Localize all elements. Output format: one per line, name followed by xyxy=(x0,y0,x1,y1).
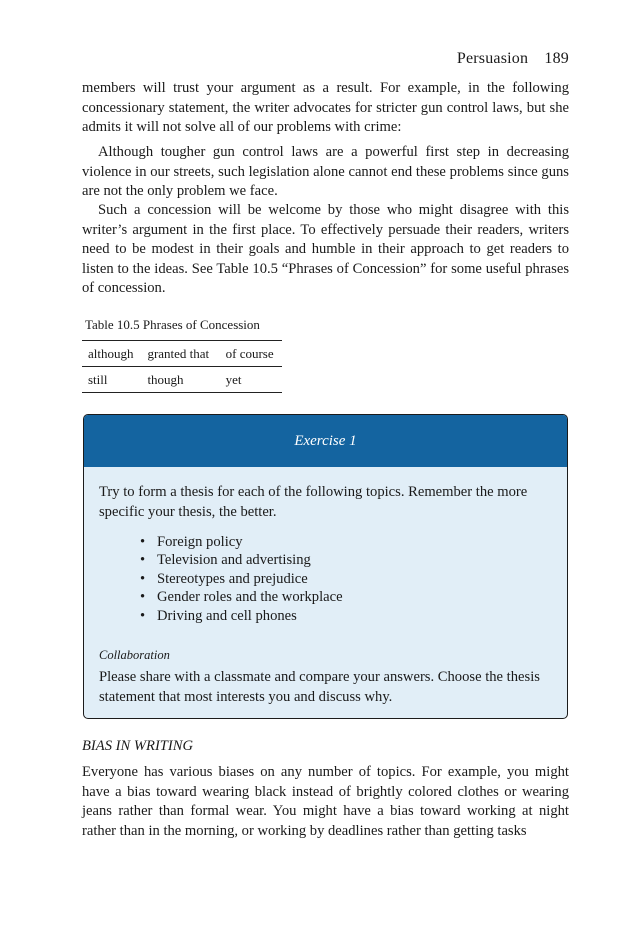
paragraph-bias: Everyone has various biases on any number of topics. For example, you might have a bias toward wearing black instead of brightly colored clothes or wearing jeans rather than formal wear. You might have a bias toward working at night rather than in the morning, or working by deadlines rather than getting tasks xyxy=(82,764,569,839)
collaboration-text: Please share with a classmate and compare your answers. Choose the thesis statement that most interests you and discuss why. xyxy=(99,669,540,705)
section-heading: BIAS IN WRITING xyxy=(82,738,194,754)
table-cell: though xyxy=(147,371,184,387)
table-row xyxy=(82,367,282,393)
table-cell: although xyxy=(88,345,134,361)
paragraph-concession-intro: members will trust your argument as a result. For example, in the following concessionary statement, the writer advocates for stricter gun control laws, but she admits it will not solve all of our problems with crime: xyxy=(82,80,569,136)
running-head xyxy=(457,50,569,68)
table-cell: yet xyxy=(225,371,242,387)
table-row xyxy=(82,341,282,367)
paragraph-concession-advice: Such a concession will be welcome by those who might disagree with this writer’s argument in the first place. To effectively persuade their readers, writers need to be modest in their goals and humble in their approach to get readers to listen to the ideas. See Table 10.5 “Phrases of Concession” for some useful phrases of concession. xyxy=(82,202,569,297)
exercise-box xyxy=(83,414,568,719)
collaboration-label: Collaboration xyxy=(99,648,170,662)
table-cell: of course xyxy=(225,345,274,361)
list-item: • Driving and cell phones xyxy=(140,607,343,625)
table-cell: granted that xyxy=(147,345,210,361)
phrases-table xyxy=(82,340,282,393)
page-number: 189 xyxy=(544,50,569,67)
chapter-title: Persuasion xyxy=(456,50,529,67)
table-cell: still xyxy=(88,371,108,387)
paragraph-concession-example: Although tougher gun control laws are a powerful first step in decreasing violence in our streets, such legislation alone cannot end these problems since guns are not the only problem we face. xyxy=(82,144,569,200)
list-item: • Gender roles and the workplace xyxy=(140,588,343,606)
list-item: • Stereotypes and prejudice xyxy=(140,570,343,588)
list-item: • Television and advertising xyxy=(140,551,343,569)
list-item: • Foreign policy xyxy=(140,533,343,551)
table-caption: Table 10.5 Phrases of Concession xyxy=(85,317,260,332)
topic-list xyxy=(140,533,343,625)
exercise-header: Exercise 1 xyxy=(84,415,567,467)
exercise-intro: Try to form a thesis for each of the following topics. Remember the more specific your thesis, the better. xyxy=(99,484,528,520)
